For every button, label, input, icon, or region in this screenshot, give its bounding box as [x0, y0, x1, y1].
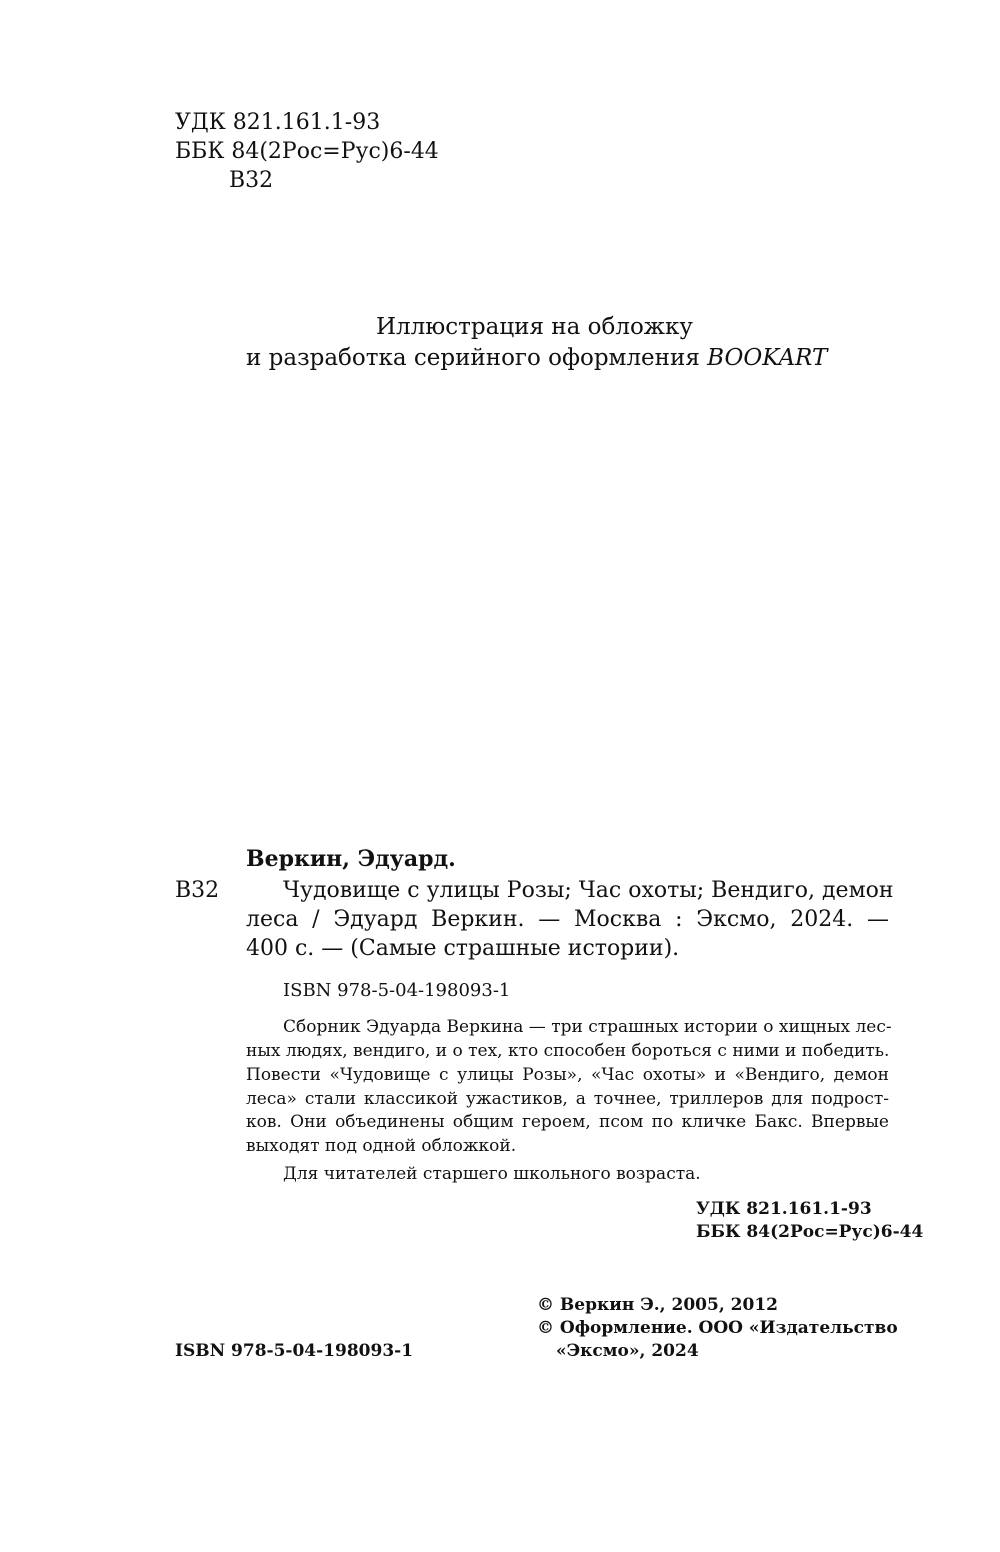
biblio-title-line1: Чудовище с улицы Розы; Час охоты; Вендиго, демон — [283, 878, 894, 903]
illustration-credit-name: BOOKART — [707, 345, 828, 371]
biblio-title-line3: 400 с. — (Самые страшные истории). — [246, 936, 680, 961]
bbk-top: ББК 84(2Рос=Рус)6-44 — [175, 139, 439, 164]
annotation-audience: Для читателей старшего школьного возраста. — [283, 1164, 701, 1184]
isbn-bottom: ISBN 978-5-04-198093-1 — [175, 1341, 414, 1361]
bbk-bottom: ББК 84(2Рос=Рус)6-44 — [696, 1222, 924, 1242]
biblio-isbn: ISBN 978-5-04-198093-1 — [283, 980, 511, 1001]
illustration-credit-line2 — [246, 343, 827, 374]
illustration-credit-prefix: и разработка серийного оформления — [246, 345, 708, 371]
author-mark-top: В32 — [229, 168, 274, 193]
illustration-credit-line1: Иллюстрация на обложку — [376, 314, 693, 340]
annotation-line1: Сборник Эдуарда Веркина — три страшных истории о хищных лес- — [283, 1017, 892, 1037]
annotation-line3: Повести «Чудовище с улицы Розы», «Час охоты» и «Вендиго, демон — [246, 1065, 889, 1085]
biblio-author: Веркин, Эдуард. — [246, 846, 456, 872]
annotation-line5: ков. Они объединены общим героем, псом по кличке Бакс. Впервые — [246, 1112, 889, 1132]
udk-top: УДК 821.161.1-93 — [175, 110, 381, 135]
copyright-line3: «Эксмо», 2024 — [556, 1341, 699, 1361]
udk-bottom: УДК 821.161.1-93 — [696, 1199, 872, 1219]
annotation-line6: выходят под одной обложкой. — [246, 1136, 517, 1156]
copyright-line2: © Оформление. ООО «Издательство — [537, 1318, 898, 1338]
copyright-line1: © Веркин Э., 2005, 2012 — [537, 1295, 778, 1315]
annotation-line2: ных людях, вендиго, и о тех, кто способен бороться с ними и победить. — [246, 1041, 890, 1061]
biblio-title-line2: леса / Эдуард Веркин. — Москва : Эксмо, 2024. — — [246, 907, 889, 932]
biblio-author-mark: В32 — [175, 878, 220, 903]
annotation-line4: леса» стали классикой ужастиков, а точнее, триллеров для подрост- — [246, 1089, 889, 1109]
